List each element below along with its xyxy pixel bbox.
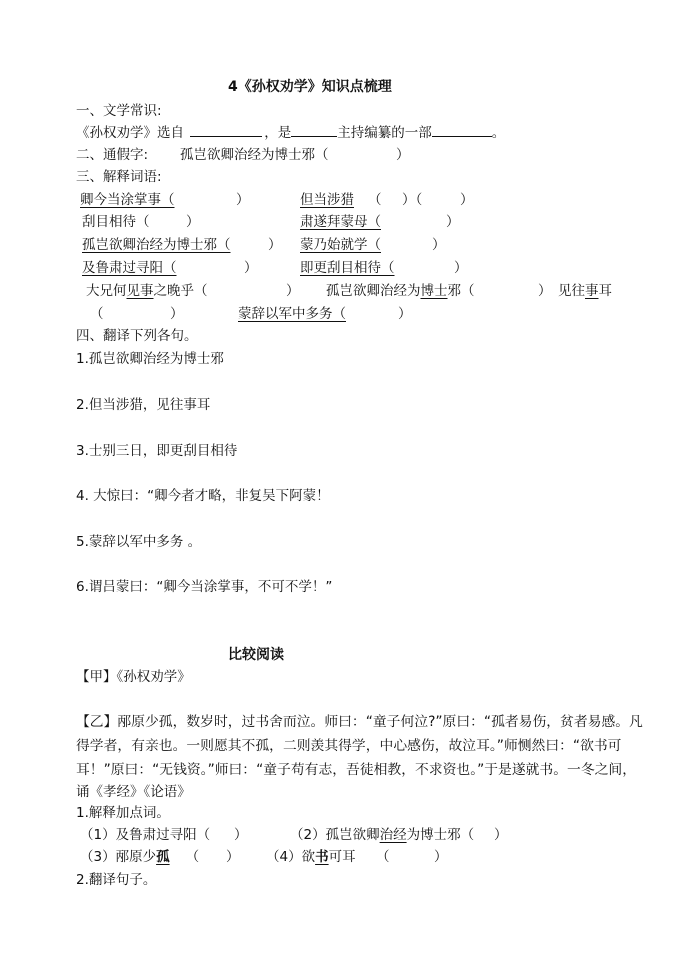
vocab-r5c-post: 耳 xyxy=(598,283,612,299)
vocab-r4a-close: ） xyxy=(244,260,258,276)
vocab-r5a xyxy=(86,282,208,300)
compare-q1a-close: ） xyxy=(234,827,248,843)
compare-q1d-post: 可耳 xyxy=(328,849,356,865)
compare-q1c-close: ） xyxy=(226,849,240,865)
vocab-r1b: 但当涉猎 xyxy=(300,192,354,208)
vocab-r2a-close: ） xyxy=(186,214,200,230)
compare-yi-line-3: 耳！”原曰：“无钱资。”师曰：“童子苟有志，吾徒相教，不求资也。”于是遂就书。一冬之间， xyxy=(76,762,637,778)
vocab-r5c-key: 事 xyxy=(585,283,599,299)
vocab-r4b: 即更刮目相待（ xyxy=(300,260,395,276)
vocab-r6b: 蒙辞以军中多务（ xyxy=(238,306,346,322)
vocab-r5a-post: 之晚乎（ xyxy=(153,283,208,299)
tongjia-item: 孤岂欲卿治经为博士邪（ xyxy=(180,147,329,163)
compare-q1d xyxy=(266,848,356,866)
compare-q1c-post: （ xyxy=(185,849,200,865)
literature-text-a: 《孙权劝学》选自 xyxy=(76,125,184,141)
vocab-r2b: 肃遂拜蒙母（ xyxy=(300,214,381,230)
compare-q1c-pre: （3）邴原少 xyxy=(80,849,157,865)
compare-q2: 2.翻译句子。 xyxy=(76,872,157,888)
compare-q1b-close: ） xyxy=(494,827,508,843)
blank-book-type[interactable] xyxy=(432,124,492,137)
vocab-r5a-pre: 大兄何 xyxy=(86,283,127,299)
compare-q1a: （1）及鲁肃过寻阳（ xyxy=(80,827,211,843)
compare-q1b xyxy=(290,826,474,844)
page-title: 4《孙权劝学》知识点梳理 xyxy=(228,79,392,95)
translate-q3: 3.士别三日，即更刮目相待 xyxy=(76,443,238,459)
vocab-r5c-pre: 见往 xyxy=(558,283,585,299)
translate-q1: 1.孤岂欲卿治经为博士邪 xyxy=(76,351,224,367)
compare-yi-line-1: 【乙】邴原少孤，数岁时，过书舍而泣。师曰：“童子何泣?”原曰：“孤者易伤，贫者易感。凡 xyxy=(76,714,643,730)
vocab-r4a: 及鲁肃过寻阳（ xyxy=(82,260,177,276)
compare-q1: 1.解释加点词。 xyxy=(76,805,170,821)
vocab-r6a-close: ） xyxy=(170,306,184,322)
vocab-r6b-close: ） xyxy=(398,306,412,322)
compare-q1c-key: 孤 xyxy=(156,849,170,865)
compare-heading: 比较阅读 xyxy=(228,647,284,663)
blank-editor[interactable] xyxy=(291,124,337,137)
vocab-r3a-close: ） xyxy=(268,237,282,253)
section-4-heading: 四、翻译下列各句。 xyxy=(76,328,198,344)
section-1-heading: 一、文学常识: xyxy=(76,103,162,119)
vocab-r1a: 卿今当涂掌事（ xyxy=(80,192,175,208)
vocab-r2a: 刮目相待（ xyxy=(82,214,150,230)
compare-q1b-post: 为博士邪（ xyxy=(406,827,475,843)
vocab-r3a: 孤岂欲卿治经为博士邪（ xyxy=(82,237,231,253)
literature-text-d: 。 xyxy=(491,125,506,141)
translate-q2: 2.但当涉猎，见往事耳 xyxy=(76,397,211,413)
vocab-r5b-key: 博士 xyxy=(420,283,448,299)
translate-q6: 6.谓吕蒙曰：“卿今当涂掌事，不可不学！” xyxy=(76,579,333,595)
literature-text-c: 主持编纂的一部 xyxy=(337,125,432,141)
section-3-heading: 三、解释词语: xyxy=(76,169,162,185)
vocab-r5b xyxy=(326,282,475,300)
vocab-r4b-close: ） xyxy=(454,260,468,276)
translate-q4: 4. 大惊曰：“卿今者才略，非复吴下阿蒙！ xyxy=(76,488,330,504)
vocab-r3b-close: ） xyxy=(432,237,446,253)
translate-q5: 5.蒙辞以军中多务 。 xyxy=(76,534,202,550)
vocab-r6a-open: （ xyxy=(90,306,104,322)
compare-yi-line-2: 得学者，有亲也。一则愿其不孤，二则羡其得学，中心感伤，故泣耳。”师恻然曰：“欲书可 xyxy=(76,738,622,754)
vocab-r2b-close: ） xyxy=(446,214,460,230)
section-2-heading: 二、通假字: xyxy=(76,147,149,163)
tongjia-close: ） xyxy=(396,147,410,163)
vocab-r5b-post: 邪（ xyxy=(447,283,475,299)
vocab-r1b-close: ） xyxy=(460,192,474,208)
compare-q1c xyxy=(80,848,199,866)
vocab-r5a-key: 见事 xyxy=(126,283,154,299)
compare-yi-line-4: 诵《孝经》《论语》 xyxy=(76,784,191,800)
compare-q1d-close: ） xyxy=(434,849,448,865)
vocab-r5b-close: ） xyxy=(538,283,552,299)
compare-q1d-pre: （4）欲 xyxy=(266,849,316,865)
compare-q1b-key: 治经 xyxy=(379,827,407,843)
blank-source[interactable] xyxy=(190,124,262,137)
vocab-r3b: 蒙乃始就学（ xyxy=(300,237,381,253)
literature-fill-line xyxy=(76,124,505,142)
vocab-r1a-close: ） xyxy=(236,192,250,208)
compare-q1b-pre: （2）孤岂欲卿 xyxy=(290,827,380,843)
vocab-r1b-mid: ）（ xyxy=(402,192,423,208)
compare-q1d-open: （ xyxy=(376,849,390,865)
literature-text-b: ，是 xyxy=(264,125,292,141)
compare-jia: 【甲】《孙权劝学》 xyxy=(76,669,191,685)
vocab-r1b-open: （ xyxy=(368,192,382,208)
compare-q1d-key: 书 xyxy=(315,849,329,865)
vocab-r5a-close: ） xyxy=(286,283,300,299)
vocab-r5b-pre: 孤岂欲卿治经为 xyxy=(326,283,421,299)
vocab-r5c xyxy=(558,282,612,300)
